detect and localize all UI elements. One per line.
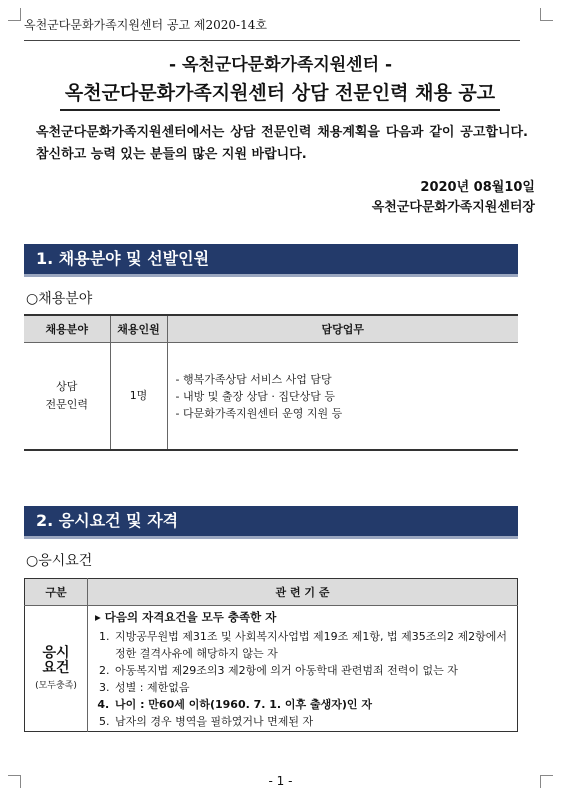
field-line-2: 전문인력 — [45, 398, 88, 411]
list-item: 2. 아동복지법 제29조의3 제2항에 의거 아동학대 관련범죄 전력이 없는 자 — [113, 662, 516, 679]
list-item: 4. 나이 : 만60세 이하(1960. 7. 1. 이후 출생자)인 자 — [113, 696, 516, 713]
header-count: 채용인원 — [110, 315, 167, 343]
intro-paragraph: 옥천군다문화가족지원센터에서는 상담 전문인력 채용계획을 다음과 같이 공고합니다. 참신하고 능력 있는 분들의 많은 지원 바랍니다. — [36, 125, 528, 162]
document-title: 옥천군다문화가족지원센터 상담 전문인력 채용 공고 — [60, 78, 500, 111]
header-criteria: 관 련 기 준 — [88, 579, 518, 606]
header-field: 채용분야 — [24, 315, 110, 343]
list-item: 1. 지방공무원법 제31조 및 사회복지사업법 제19조 제1항, 법 제35조의2 제2항에서 정한 결격사유에 해당하지 않는 자 — [113, 628, 516, 662]
section-1-heading-shadow — [24, 274, 518, 277]
field-cell — [24, 343, 110, 451]
crop-mark-top-left — [8, 8, 21, 21]
section-2-heading-shadow — [24, 536, 518, 539]
header-category: 구분 — [25, 579, 88, 606]
list-item: 5. 남자의 경우 병역을 필하였거나 면제된 자 — [113, 713, 516, 730]
category-cell — [25, 606, 88, 732]
category-line-1: 응시 — [42, 645, 70, 661]
issuer-name: 옥천군다문화가족지원센터장 — [371, 200, 535, 215]
notice-date: 2020년 08월10일 — [420, 180, 535, 195]
list-item: 3. 성별 : 제한없음 — [113, 679, 516, 696]
section-2-subheading: ○응시요건 — [26, 553, 93, 569]
category-note: (모두충족) — [35, 681, 77, 691]
count-cell: 1명 — [110, 343, 167, 451]
requirements-list — [89, 628, 516, 730]
document-subtitle: - 옥천군다문화가족지원센터 - — [168, 55, 392, 75]
requirements-table — [24, 578, 518, 732]
header-duties: 담당업무 — [167, 315, 518, 343]
duty-item: - 행복가족상담 서비스 사업 담당 — [175, 372, 332, 386]
duty-item: - 내방 및 출장 상담 · 집단상담 등 — [175, 389, 335, 403]
field-line-1: 상담 — [56, 380, 78, 393]
duties-cell — [167, 343, 518, 451]
table-row — [25, 606, 518, 732]
duty-item: - 다문화가족지원센터 운영 지원 등 — [175, 406, 343, 420]
requirements-lead: ▸ 다음의 자격요건을 모두 충족한 자 — [95, 610, 277, 624]
table-header-row — [24, 315, 518, 343]
table-header-row — [25, 579, 518, 606]
notice-number-header: 옥천군다문화가족지원센터 공고 제2020-14호 — [24, 14, 520, 41]
section-1-heading: 1. 채용분야 및 선발인원 — [24, 244, 518, 274]
criteria-cell — [88, 606, 518, 732]
section-1-subheading: ○채용분야 — [26, 291, 93, 307]
crop-mark-top-right — [540, 8, 553, 21]
section-2-heading: 2. 응시요건 및 자격 — [24, 506, 518, 536]
page-number: - 1 - — [268, 774, 293, 788]
table-row — [24, 343, 518, 451]
category-line-2: 요건 — [42, 660, 70, 676]
recruitment-field-table — [24, 314, 518, 451]
